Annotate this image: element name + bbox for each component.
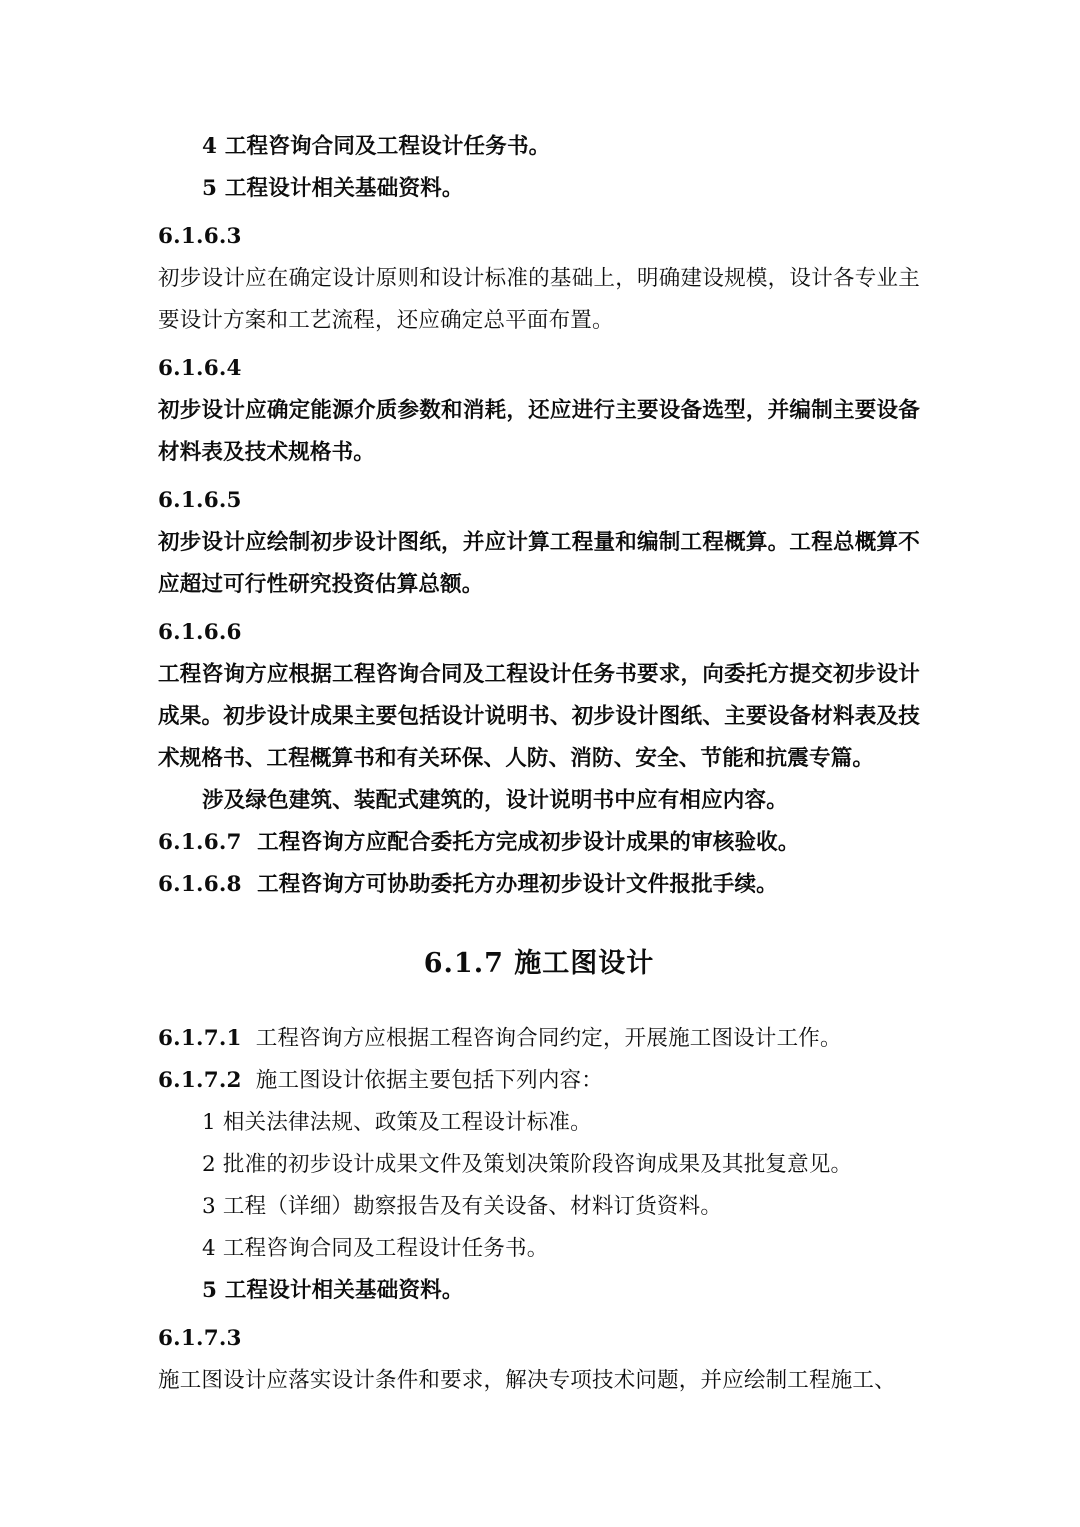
clause-body-6-1-6-5: 初步设计应绘制初步设计图纸，并应计算工程量和编制工程概算。工程总概算不应超过可行性研究投资估算总额。 xyxy=(158,530,920,597)
list-item: 4 工程咨询合同及工程设计任务书。 xyxy=(202,1236,549,1261)
list-item: 5 工程设计相关基础资料。 xyxy=(202,1278,464,1303)
clause-number-6-1-6-3: 6.1.6.3 xyxy=(158,224,242,249)
clause-number-6-1-6-7: 6.1.6.7 xyxy=(158,830,242,855)
list-item: 5 工程设计相关基础资料。 xyxy=(202,176,464,201)
clause-number-6-1-6-4: 6.1.6.4 xyxy=(158,356,242,381)
list-item: 4 工程咨询合同及工程设计任务书。 xyxy=(202,134,551,159)
list-item: 3 工程（详细）勘察报告及有关设备、材料订货资料。 xyxy=(202,1194,723,1219)
clause-text-6-1-7-2: 施工图设计依据主要包括下列内容： xyxy=(255,1068,603,1093)
clause-6-1-7-1 xyxy=(158,1018,920,1060)
clause-body-6-1-6-6-note: 涉及绿色建筑、装配式建筑的，设计说明书中应有相应内容。 xyxy=(202,788,788,813)
clause-body-6-1-7-3: 施工图设计应落实设计条件和要求，解决专项技术问题，并应绘制工程施工、 xyxy=(158,1368,896,1393)
clause-body-6-1-6-3: 初步设计应在确定设计原则和设计标准的基础上，明确建设规模，设计各专业主要设计方案和工艺流程，还应确定总平面布置。 xyxy=(158,266,920,333)
clause-6-1-7-2 xyxy=(158,1060,920,1102)
clause-number-6-1-6-6: 6.1.6.6 xyxy=(158,620,242,645)
clause-number-6-1-7-1: 6.1.7.1 xyxy=(158,1026,242,1051)
section-heading-6-1-7: 6.1.7 施工图设计 xyxy=(423,948,655,979)
clause-number-6-1-7-3: 6.1.7.3 xyxy=(158,1326,242,1351)
clause-body-6-1-6-6: 工程咨询方应根据工程咨询合同及工程设计任务书要求，向委托方提交初步设计成果。初步设计成果主要包括设计说明书、初步设计图纸、主要设备材料表及技术规格书、工程概算书和有关环保、人防、消防、安全、节能和抗震专篇。 xyxy=(158,662,920,771)
clause-text-6-1-6-7: 工程咨询方应配合委托方完成初步设计成果的审核验收。 xyxy=(257,830,800,855)
clause-6-1-6-8 xyxy=(158,864,920,906)
clause-number-6-1-7-2: 6.1.7.2 xyxy=(158,1068,242,1093)
list-item: 1 相关法律法规、政策及工程设计标准。 xyxy=(202,1110,592,1135)
clause-body-6-1-6-4: 初步设计应确定能源介质参数和消耗，还应进行主要设备选型，并编制主要设备材料表及技术规格书。 xyxy=(158,398,920,465)
clause-text-6-1-7-1: 工程咨询方应根据工程咨询合同约定，开展施工图设计工作。 xyxy=(255,1026,842,1051)
clause-6-1-6-7 xyxy=(158,822,920,864)
list-item: 2 批准的初步设计成果文件及策划决策阶段咨询成果及其批复意见。 xyxy=(202,1152,853,1177)
clause-number-6-1-6-8: 6.1.6.8 xyxy=(158,872,242,897)
page-content xyxy=(158,126,920,1402)
clause-text-6-1-6-8: 工程咨询方可协助委托方办理初步设计文件报批手续。 xyxy=(257,872,778,897)
clause-number-6-1-6-5: 6.1.6.5 xyxy=(158,488,242,513)
